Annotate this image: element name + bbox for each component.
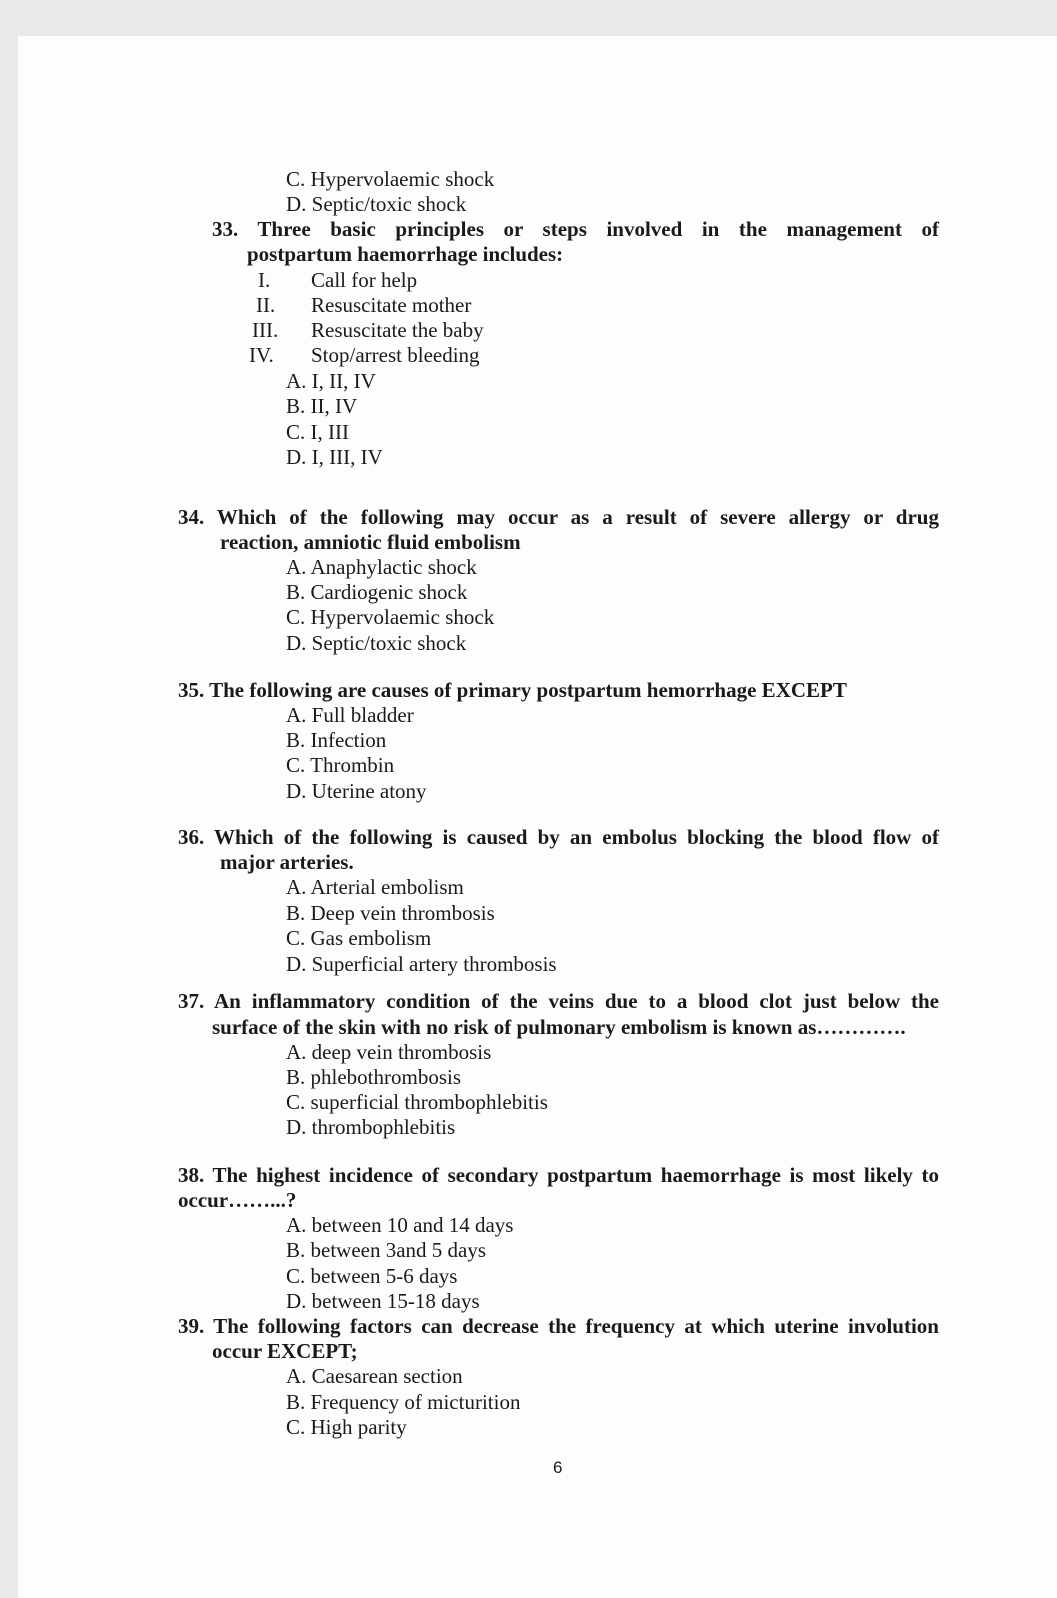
question-36-text: 36. Which of the following is caused by an embolus blocking the blood flow of xyxy=(178,825,939,849)
option-a: A. Full bladder xyxy=(286,703,414,727)
statement-text: Stop/arrest bleeding xyxy=(311,343,480,367)
statement-text: Call for help xyxy=(311,268,418,292)
question-33-text: 33. Three basic principles or steps involved in the management of xyxy=(212,217,939,241)
option-c: C. Thrombin xyxy=(286,753,395,777)
option-a: A. deep vein thrombosis xyxy=(286,1040,492,1064)
document-page xyxy=(18,36,1057,1598)
question-39-text-cont: occur EXCEPT; xyxy=(212,1339,358,1363)
question-37-text-cont: surface of the skin with no risk of pulmonary embolism is known as…………. xyxy=(212,1015,906,1039)
option-c: C. I, III xyxy=(286,420,349,444)
option-a: A. I, II, IV xyxy=(286,369,376,393)
option-b: B. II, IV xyxy=(286,394,358,418)
option-c: C. superficial thrombophlebitis xyxy=(286,1090,548,1114)
question-35-text: 35. The following are causes of primary postpartum hemorrhage EXCEPT xyxy=(178,678,847,702)
question-34-text-cont: reaction, amniotic fluid embolism xyxy=(220,530,521,554)
option-b: B. Deep vein thrombosis xyxy=(286,901,495,925)
page-number: 6 xyxy=(553,1458,563,1477)
statement-text: Resuscitate mother xyxy=(311,293,472,317)
question-38-text-cont: occur……...? xyxy=(178,1188,297,1212)
option-b: B. Frequency of micturition xyxy=(286,1390,521,1414)
option-a: A. Anaphylactic shock xyxy=(286,555,477,579)
option-c: C. Hypervolaemic shock xyxy=(286,167,495,191)
option-d: D. thrombophlebitis xyxy=(286,1115,456,1139)
statement-number: I. xyxy=(258,268,271,292)
question-38-text: 38. The highest incidence of secondary postpartum haemorrhage is most likely to xyxy=(178,1163,939,1187)
option-d: D. Septic/toxic shock xyxy=(286,631,467,655)
option-c: C. Hypervolaemic shock xyxy=(286,605,495,629)
option-d: D. between 15-18 days xyxy=(286,1289,480,1313)
option-d: D. Septic/toxic shock xyxy=(286,192,467,216)
option-d: D. Superficial artery thrombosis xyxy=(286,952,557,976)
statement-number: IV. xyxy=(249,343,274,367)
question-37-text: 37. An inflammatory condition of the veins due to a blood clot just below the xyxy=(178,989,939,1013)
option-a: A. Arterial embolism xyxy=(286,875,464,899)
option-b: B. phlebothrombosis xyxy=(286,1065,462,1089)
statement-text: Resuscitate the baby xyxy=(311,318,484,342)
option-c: C. between 5-6 days xyxy=(286,1264,458,1288)
statement-number: III. xyxy=(252,318,279,342)
option-b: B. Cardiogenic shock xyxy=(286,580,468,604)
option-b: B. Infection xyxy=(286,728,387,752)
question-39-text: 39. The following factors can decrease the frequency at which uterine involution xyxy=(178,1314,939,1338)
statement-number: II. xyxy=(256,293,276,317)
option-d: D. Uterine atony xyxy=(286,779,427,803)
option-c: C. Gas embolism xyxy=(286,926,432,950)
option-a: A. between 10 and 14 days xyxy=(286,1213,514,1237)
question-34-text: 34. Which of the following may occur as a result of severe allergy or drug xyxy=(178,505,939,529)
option-c: C. High parity xyxy=(286,1415,407,1439)
question-33-text-cont: postpartum haemorrhage includes: xyxy=(247,242,564,266)
option-d: D. I, III, IV xyxy=(286,445,383,469)
option-b: B. between 3and 5 days xyxy=(286,1238,487,1262)
option-a: A. Caesarean section xyxy=(286,1364,463,1388)
question-36-text-cont: major arteries. xyxy=(220,850,354,874)
